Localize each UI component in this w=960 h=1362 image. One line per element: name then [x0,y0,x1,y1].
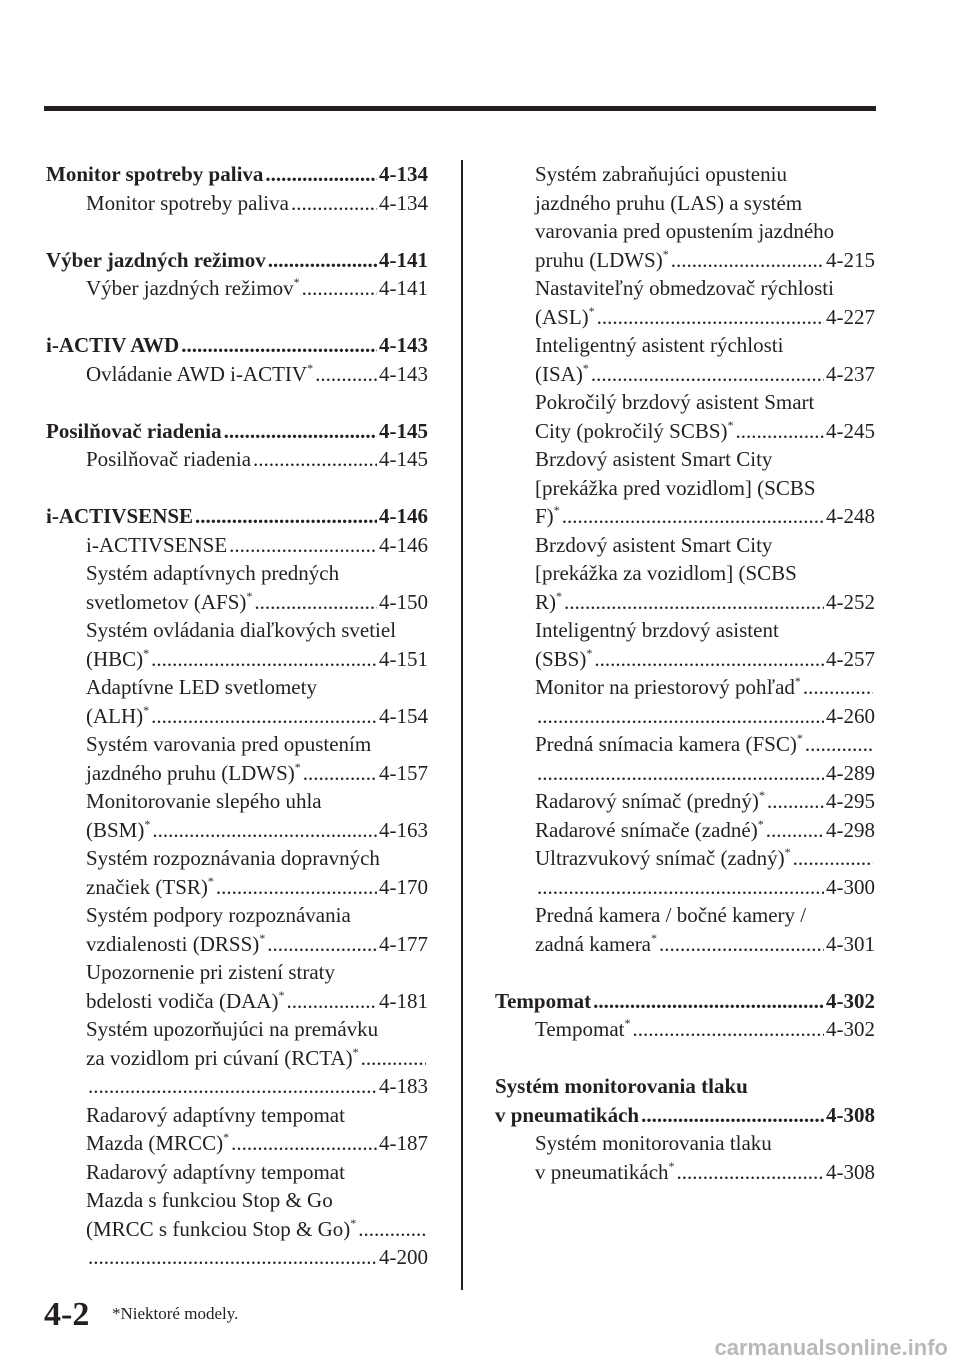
asterisk-marker: * [582,360,589,375]
toc-entry-line-text: Brzdový asistent Smart City [535,532,773,557]
toc-entry[interactable] [495,873,875,902]
asterisk-marker: * [727,417,734,432]
section-heading-text: Výber jazdných režimov [46,247,266,272]
toc-entry[interactable] [46,645,428,674]
toc-entry[interactable] [46,873,428,902]
toc-right-column [495,160,875,1215]
asterisk-marker: * [293,275,300,289]
toc-entry[interactable] [495,246,875,275]
toc-entry-line-text: Nastaviteľný obmedzovač rýchlosti [535,276,834,300]
toc-entry-text: i-ACTIVSENSE [86,532,228,557]
toc-entry-text: (ALH)* [86,702,150,728]
section-heading[interactable] [495,1101,875,1130]
toc-entry-text: Radarový snímač (predný)* [535,788,765,813]
section-heading [495,1072,875,1101]
dot-leader [151,645,377,674]
asterisk-marker: * [143,702,150,717]
toc-entry-text: značiek (TSR)* [86,873,214,899]
toc-entry[interactable] [495,645,875,674]
toc-entry-line [495,474,875,503]
toc-entry-text: (SBS)* [535,645,593,671]
toc-entry-line [495,616,875,645]
asterisk-marker: * [757,816,764,831]
toc-entry-line-text: Brzdový asistent Smart City [535,447,773,471]
dot-leader [659,930,824,959]
toc-entry[interactable] [46,274,428,303]
toc-entry[interactable] [46,588,428,617]
dot-leader [767,787,824,816]
toc-entry-text: (BSM)* [86,816,151,842]
toc-entry-line-text: Radarový adaptívny tempomat [86,1159,345,1184]
toc-entry-line [495,189,875,218]
page-reference: 4-157 [379,760,428,785]
toc-entry[interactable] [46,189,428,218]
toc-entry-line-text: Systém monitorovania tlaku [535,1131,772,1155]
toc-entry-line-text: Systém ovládania diaľkových svetiel [86,618,397,642]
toc-entry-text: v pneumatikách* [535,1158,675,1184]
page-reference: 4-252 [826,589,875,614]
toc-entry-line-text: [prekážka za vozidlom] (SCBS [535,561,797,585]
toc-entry[interactable] [495,816,875,845]
asterisk-marker: * [350,1215,357,1230]
toc-entry[interactable] [495,588,875,617]
toc-entry-line-text: Inteligentný brzdový asistent [535,618,779,642]
toc-entry-line-text: Adaptívne LED svetlomety [86,675,317,699]
dot-leader [253,445,377,474]
toc-entry-line-text: Systém zabraňujúci opusteniu [535,162,787,186]
asterisk-marker: * [352,1044,359,1059]
toc-entry-text: svetlometov (AFS)* [86,588,253,614]
toc-entry-text: Mazda (MRCC)* [86,1130,230,1155]
toc-entry-line [495,217,875,246]
toc-entry-text: jazdného pruhu (LDWS)* [86,759,301,785]
column-divider [461,160,463,1290]
page-reference: 4-170 [379,874,428,899]
dot-leader [152,816,377,845]
toc-entry-line [46,730,428,759]
dot-leader [254,588,377,617]
dot-leader [358,1215,426,1244]
page-reference: 4-302 [826,1017,875,1041]
toc-entry[interactable] [495,303,875,332]
toc-entry-text: F)* [535,503,560,528]
toc-entry-line [46,616,428,645]
page-reference: 4-150 [379,589,428,614]
page-reference: 4-200 [379,1245,428,1269]
section-heading-text: Monitor spotreby paliva [46,162,264,186]
toc-entry-line [495,274,875,303]
toc-section [46,417,428,474]
toc-entry[interactable] [46,1044,428,1073]
toc-entry-text: Ovládanie AWD i-ACTIV* [86,360,314,386]
page-reference: 4-237 [826,361,875,386]
toc-entry-text: (ASL)* [535,303,595,329]
page-reference: 4-308 [826,1102,875,1127]
page-reference: 4-295 [826,789,875,813]
toc-entry-line [495,445,875,474]
dot-leader [315,360,377,389]
toc-entry[interactable] [495,759,875,788]
toc-entry[interactable] [495,930,875,959]
toc-entry[interactable] [46,531,428,560]
dot-leader [537,702,824,731]
toc-entry[interactable] [46,1129,428,1158]
toc-entry[interactable] [495,844,875,873]
asterisk-marker: * [624,1016,631,1030]
section-heading-text: i-ACTIV AWD [46,333,180,357]
dot-leader [267,930,377,959]
toc-entry-line [46,1158,428,1187]
toc-entry-text: Ultrazvukový snímač (zadný)* [535,845,791,870]
toc-entry-text: (HBC)* [86,645,150,671]
toc-entry-text: Výber jazdných režimov* [86,275,300,300]
toc-entry-line-text: jazdného pruhu (LAS) a systém [535,190,803,215]
toc-entry[interactable] [495,702,875,731]
asterisk-marker: * [143,645,150,660]
asterisk-marker: * [259,930,266,945]
dot-leader [291,189,377,218]
toc-section [495,1072,875,1186]
toc-entry[interactable] [495,730,875,759]
toc-entry-line-text: Systém podpory rozpoznávania [86,903,351,927]
dot-leader [594,645,824,674]
asterisk-marker: * [794,674,801,688]
page-reference: 4-187 [379,1131,428,1155]
asterisk-marker: * [307,360,314,375]
toc-entry-line [495,559,875,588]
page-reference: 4-302 [826,988,875,1013]
dot-leader [766,816,824,845]
dot-leader [562,502,824,531]
page-reference: 4-301 [826,931,875,956]
toc-entry[interactable] [495,1158,875,1187]
page-reference: 4-177 [379,931,428,956]
toc-entry-text: Predná snímacia kamera (FSC)* [535,731,803,756]
toc-entry-line-text: varovania pred opustením jazdného [535,219,835,243]
dot-leader [229,531,377,560]
dot-leader [641,1101,824,1130]
dot-leader [88,1243,377,1272]
page-reference: 4-183 [379,1074,428,1098]
toc-entry-text: Tempomat* [535,1016,631,1041]
toc-entry[interactable] [46,1072,428,1101]
dot-leader [803,673,873,702]
toc-entry-line [46,844,428,873]
toc-entry-text: zadná kamera* [535,930,658,956]
toc-entry-line-text: Predná kamera / bočné kamery / [535,903,807,927]
dot-leader [593,987,824,1016]
toc-entry-line [495,331,875,360]
toc-entry-line-text: Inteligentný asistent rýchlosti [535,333,784,357]
dot-leader [591,360,824,389]
toc-entry-line-text: Monitorovanie slepého uhla [86,789,322,813]
page-reference: 4-215 [826,247,875,272]
page-reference: 4-145 [379,447,428,471]
toc-entry-text: (ISA)* [535,360,589,386]
dot-leader [537,759,824,788]
toc-entry-line [495,901,875,930]
toc-entry-text: Monitor spotreby paliva [86,190,289,215]
dot-leader [265,160,377,189]
toc-entry-text: vzdialenosti (DRSS)* [86,930,266,956]
toc-entry-line [46,559,428,588]
dot-leader [736,417,824,446]
page-reference: 4-141 [379,247,428,272]
toc-entry-text: bdelosti vodiča (DAA)* [86,987,285,1013]
section-heading-text: i-ACTIVSENSE [46,504,194,528]
toc-entry-line [46,901,428,930]
toc-entry[interactable] [46,445,428,474]
page-reference: 4-154 [379,703,428,728]
asterisk-marker: * [796,731,803,745]
asterisk-marker: * [556,588,562,603]
toc-entry-line-text: Upozornenie pri zistení straty [86,960,336,984]
toc-left-column [46,160,428,1300]
asterisk-marker: * [586,645,593,660]
toc-entry[interactable] [495,1015,875,1044]
page-reference: 4-141 [379,276,428,300]
section-heading[interactable] [46,160,428,189]
dot-leader [671,246,824,275]
page-reference: 4-146 [379,532,428,557]
page-reference: 4-257 [826,646,875,671]
page-reference: 4-308 [826,1159,875,1184]
toc-section [495,987,875,1044]
toc-entry-line [46,787,428,816]
dot-leader [88,1072,377,1101]
asterisk-marker: * [553,503,560,517]
toc-entry-line [46,673,428,702]
toc-entry-line-text: [prekážka pred vozidlom] (SCBS [535,475,816,500]
page-reference: 4-146 [379,504,428,528]
toc-entry-line-text: Systém varovania pred opustením [86,732,372,756]
toc-entry[interactable] [46,759,428,788]
dot-leader [793,844,873,873]
toc-entry-line [46,1015,428,1044]
asterisk-marker: * [662,246,669,261]
toc-entry[interactable] [46,816,428,845]
dot-leader [286,987,377,1016]
page-reference: 4-181 [379,988,428,1013]
section-heading[interactable] [46,502,428,531]
asterisk-marker: * [294,759,301,774]
top-rule [44,106,876,111]
page-reference: 4-260 [826,703,875,728]
section-heading[interactable] [495,987,875,1016]
section-heading[interactable] [46,417,428,446]
section-heading-text: Tempomat [495,988,592,1013]
toc-entry-text: Posilňovač riadenia [86,447,252,471]
dot-leader [268,246,377,275]
dot-leader [216,873,377,902]
footnote: *Niektoré modely. [112,1304,239,1323]
toc-entry-line [495,388,875,417]
section-heading-text: Systém monitorovania tlaku [495,1074,748,1098]
dot-leader [537,873,824,902]
asterisk-marker: * [588,303,595,318]
dot-leader [597,303,824,332]
toc-entry-line-text: Systém adaptívnych predných [86,561,340,585]
toc-section [46,331,428,388]
toc-entry-text: R)* [535,588,562,614]
toc-section [46,246,428,303]
toc-entry[interactable] [495,502,875,531]
dot-leader [195,502,377,531]
page-reference: 4-151 [379,646,428,671]
toc-entry[interactable] [46,702,428,731]
asterisk-marker: * [246,588,253,603]
toc-entry-text: za vozidlom pri cúvaní (RCTA)* [86,1044,359,1070]
toc-entry[interactable] [46,987,428,1016]
dot-leader [231,1129,377,1158]
toc-entry-text: Radarové snímače (zadné)* [535,816,764,842]
toc-entry-text: Monitor na priestorový pohľad* [535,674,801,699]
asterisk-marker: * [758,788,765,802]
asterisk-marker: * [668,1158,675,1173]
toc-entry-line-text: Radarový adaptívny tempomat [86,1102,345,1127]
dot-leader [361,1044,426,1073]
page-reference: 4-163 [379,817,428,842]
page-reference: 4-298 [826,817,875,842]
page-reference: 4-134 [379,162,428,186]
page-reference: 4-300 [826,874,875,899]
toc-section [46,502,428,1272]
watermark: carmanualsonline.info [714,1335,948,1360]
section-heading[interactable] [46,246,428,275]
page-reference: 4-145 [379,418,428,443]
toc-entry-text: City (pokročilý SCBS)* [535,417,734,443]
asterisk-marker: * [784,845,791,859]
toc-entry[interactable] [495,417,875,446]
toc-entry-line-text: Pokročilý brzdový asistent Smart [535,390,815,414]
dot-leader [564,588,824,617]
toc-entry-line [495,531,875,560]
page-number: 4-2 [44,1296,90,1333]
toc-entry[interactable] [46,1243,428,1272]
section-heading-text: v pneumatikách [495,1102,640,1127]
toc-entry[interactable] [46,1215,428,1244]
toc-entry[interactable] [495,787,875,816]
toc-entry[interactable] [495,673,875,702]
dot-leader [677,1158,824,1187]
asterisk-marker: * [207,873,214,888]
asterisk-marker: * [278,987,285,1002]
toc-entry-line-text: Systém upozorňujúci na premávku [86,1017,379,1041]
toc-entry-line-text: Systém rozpoznávania dopravných [86,846,380,870]
page-reference: 4-143 [379,333,428,357]
dot-leader [151,702,377,731]
toc-entry-line [46,958,428,987]
page-reference: 4-227 [826,304,875,329]
toc-entry-text: (MRCC s funkciou Stop & Go)* [86,1215,357,1241]
section-heading[interactable] [46,331,428,360]
toc-entry-line [495,1129,875,1158]
section-heading-text: Posilňovač riadenia [46,418,222,443]
asterisk-marker: * [651,930,658,945]
page-reference: 4-248 [826,504,875,528]
toc-section-continued [495,160,875,958]
toc-entry[interactable] [46,360,428,389]
toc-section [46,160,428,217]
toc-entry[interactable] [495,360,875,389]
toc-entry-text: pruhu (LDWS)* [535,246,669,272]
toc-entry-line [495,160,875,189]
toc-entry-line-text: Mazda s funkciou Stop & Go [86,1188,333,1212]
dot-leader [633,1015,824,1044]
dot-leader [302,274,377,303]
page-reference: 4-289 [826,760,875,785]
page-reference: 4-134 [379,190,428,215]
asterisk-marker: * [223,1130,230,1144]
toc-entry[interactable] [46,930,428,959]
dot-leader [805,730,873,759]
dot-leader [181,331,377,360]
toc-entry-line [46,1101,428,1130]
page-reference: 4-143 [379,361,428,386]
page-reference: 4-245 [826,418,875,443]
asterisk-marker: * [144,816,151,831]
toc-entry-line [46,1186,428,1215]
dot-leader [303,759,377,788]
dot-leader [224,417,377,446]
